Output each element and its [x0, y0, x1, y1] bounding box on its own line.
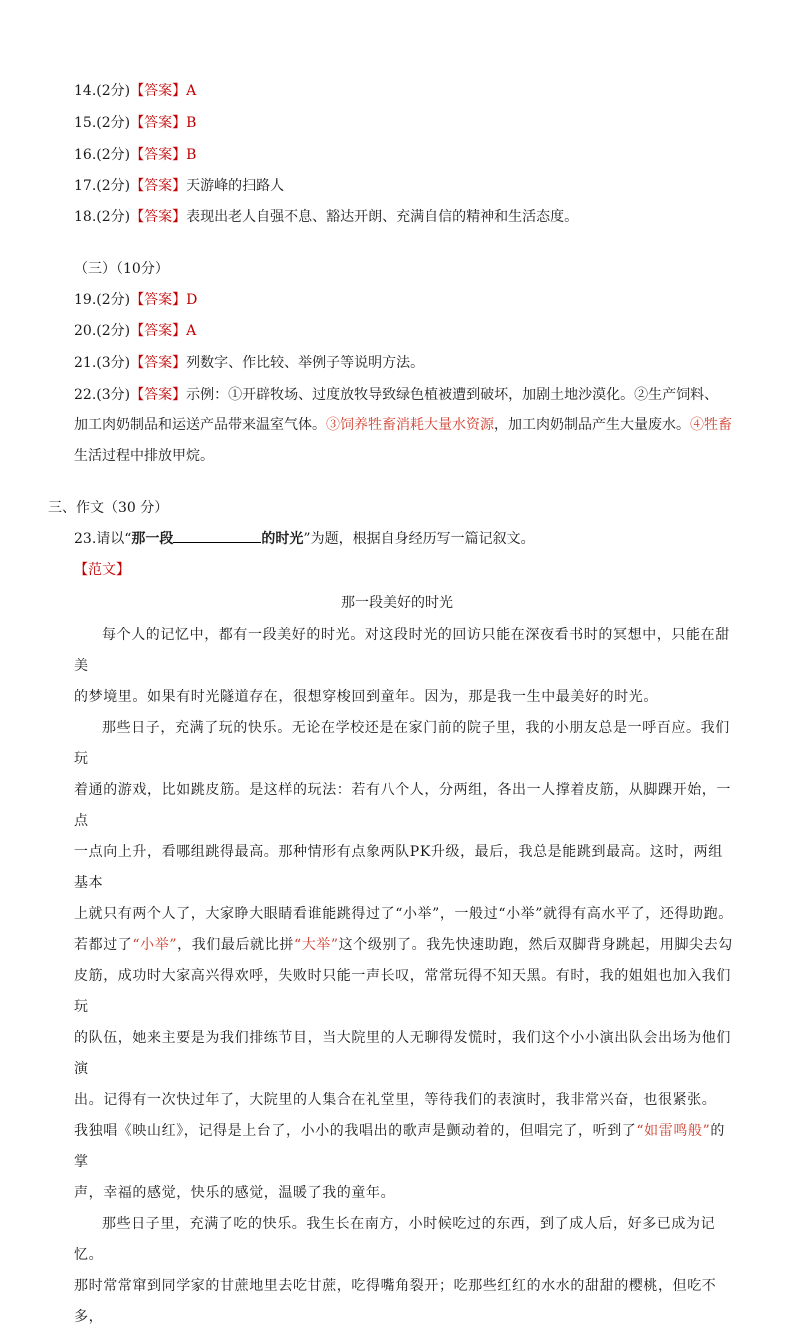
composition-prompt — [74, 529, 535, 549]
essay-line: 皮筋，成功时大家高兴得欢呼，失败时只能一声长叹，常常玩得不知天黑。有时，我的姐姐也加入我们玩 — [74, 968, 731, 1015]
answer-22-line1 — [74, 385, 718, 405]
question-number: 20. — [74, 323, 97, 339]
prompt-bold: 的时光 — [261, 531, 304, 547]
essay-highlight: “小举” — [132, 937, 178, 953]
essay-line — [74, 1116, 734, 1178]
essay-text: 的掌 — [74, 1123, 725, 1170]
answer-14 — [74, 81, 196, 101]
essay-line: 上就只有两个人了，大家睁大眼睛看谁能跳得过了“小举”，一般过“小举”就得有高水平了，还得助跑。 — [74, 906, 733, 922]
question-score: (2分) — [96, 115, 131, 131]
question-score: (2分) — [96, 147, 131, 163]
essay-line: 的梦境里。如果有时光隧道存在，很想穿梭回到童年。因为，那是我一生中最美好的时光。 — [74, 689, 658, 705]
essay-line: 那些日子里，充满了吃的快乐。我生长在南方，小时候吃过的东西，到了成人后，好多已成为记忆。 — [74, 1216, 716, 1263]
essay-line — [74, 930, 734, 961]
answer-tag: 【答案】 — [130, 323, 187, 339]
essay-highlight: “如雷鸣般” — [636, 1123, 711, 1139]
answer-16 — [74, 145, 196, 165]
essay-line: 着通的游戏，比如跳皮筋。是这样的玩法：若有八个人，分两组，各出一人撑着皮筋，从脚踝开始，一点 — [74, 782, 731, 829]
composition-heading: 三、作文（30 分） — [48, 500, 169, 516]
answer-text-highlight: ④牲畜 — [690, 417, 732, 433]
question-number: 19. — [74, 292, 97, 308]
essay-line: 声，幸福的感觉，快乐的感觉，温暖了我的童年。 — [74, 1185, 396, 1201]
answer-tag: 【答案】 — [130, 387, 187, 403]
essay-line: 那时常常窜到同学家的甘蔗地里去吃甘蔗，吃得嘴角裂开；吃那些红红的水水的甜甜的樱桃，但吃不多， — [74, 1278, 717, 1325]
essay-text: 若都过了 — [74, 937, 133, 953]
essay-line: 一点向上升，看哪组跳得最高。那种情形有点象两队PK升级，最后，我总是能跳到最高。这时，两组基本 — [74, 844, 723, 891]
essay-highlight: “大举” — [293, 937, 339, 953]
answer-22-line2 — [74, 415, 732, 435]
answer-tag: 【答案】 — [130, 178, 187, 194]
essay-title: 那一段美好的时光 — [341, 595, 453, 611]
part3-heading: （三）（10分） — [74, 261, 169, 277]
answer-tag: 【答案】 — [130, 209, 187, 225]
answer-text: 列数字、作比较、举例子等说明方法。 — [186, 355, 425, 371]
question-number: 22. — [74, 387, 97, 403]
question-number: 21. — [74, 355, 97, 371]
answer-text: 天游峰的扫路人 — [186, 178, 285, 194]
answer-18 — [74, 207, 578, 227]
question-score: (2分) — [96, 209, 131, 225]
prompt-text: ”为题，根据自身经历写一篇记叙文。 — [303, 531, 535, 547]
essay-line: 每个人的记忆中，都有一段美好的时光。对这段时光的回访只能在深夜看书时的冥想中，只能在甜美 — [74, 627, 730, 674]
answer-text: 加工肉奶制品和运送产品带来温室气体。 — [74, 417, 326, 433]
question-score: (2分) — [96, 323, 131, 339]
answer-tag: 【答案】 — [130, 83, 187, 99]
answer-tag: 【答案】 — [130, 115, 187, 131]
essay-body — [74, 620, 734, 1333]
prompt-text: 23.请以“ — [74, 531, 132, 547]
answer-20 — [74, 321, 196, 341]
essay-line: 那些日子，充满了玩的快乐。无论在学校还是在家门前的院子里，我的小朋友总是一呼百应。我们玩 — [74, 720, 730, 767]
answer-tag: 【答案】 — [130, 292, 187, 308]
question-number: 17. — [74, 178, 97, 194]
answer-text: A — [186, 83, 197, 99]
answer-text: 表现出老人自强不息、豁达开朗、充满自信的精神和生活态度。 — [186, 209, 579, 225]
question-number: 14. — [74, 83, 97, 99]
question-number: 18. — [74, 209, 97, 225]
answer-tag: 【答案】 — [130, 355, 187, 371]
essay-text: 我独唱《映山红》，记得是上台了，小小的我唱出的歌声是颤动着的，但唱完了，听到了 — [74, 1123, 637, 1139]
answer-text: D — [186, 292, 198, 308]
answer-15 — [74, 113, 196, 133]
question-number: 15. — [74, 115, 97, 131]
essay-text: 这个级别了。我先快速助跑，然后双脚背身跳起，用脚尖去勾 — [338, 937, 733, 953]
question-score: (2分) — [96, 178, 131, 194]
essay-line: 的队伍，她来主要是为我们排练节目，当大院里的人无聊得发慌时，我们这个小小演出队会出场为他们演 — [74, 1030, 731, 1077]
prompt-bold: 那一段 — [131, 531, 174, 547]
essay-line: 出。记得有一次快过年了，大院里的人集合在礼堂里，等待我们的表演时，我非常兴奋，也很紧张。 — [74, 1092, 717, 1108]
question-score: (2分) — [96, 292, 131, 308]
answer-19 — [74, 290, 197, 310]
answer-22-line3: 生活过程中排放甲烷。 — [74, 448, 214, 464]
prompt-blank — [173, 529, 261, 543]
essay-text: ，我们最后就比拼 — [177, 937, 294, 953]
answer-text: A — [186, 323, 197, 339]
answer-21 — [74, 353, 424, 373]
model-essay-tag: 【范文】 — [74, 562, 130, 578]
answer-tag: 【答案】 — [130, 147, 187, 163]
answer-17 — [74, 176, 284, 196]
answer-text: ，加工肉奶制品产生大量废水。 — [494, 417, 690, 433]
answer-text-highlight: ③饲养牲畜消耗大量水资源 — [326, 417, 494, 433]
answer-text: 示例：①开辟牧场、过度放牧导致绿色植被遭到破坏，加剧土地沙漠化。②生产饲料、 — [186, 387, 719, 403]
question-score: (3分) — [96, 355, 131, 371]
answer-text: B — [186, 147, 197, 163]
question-score: (2分) — [96, 83, 131, 99]
answer-text: B — [186, 115, 197, 131]
question-score: (3分) — [96, 387, 131, 403]
question-number: 16. — [74, 147, 97, 163]
